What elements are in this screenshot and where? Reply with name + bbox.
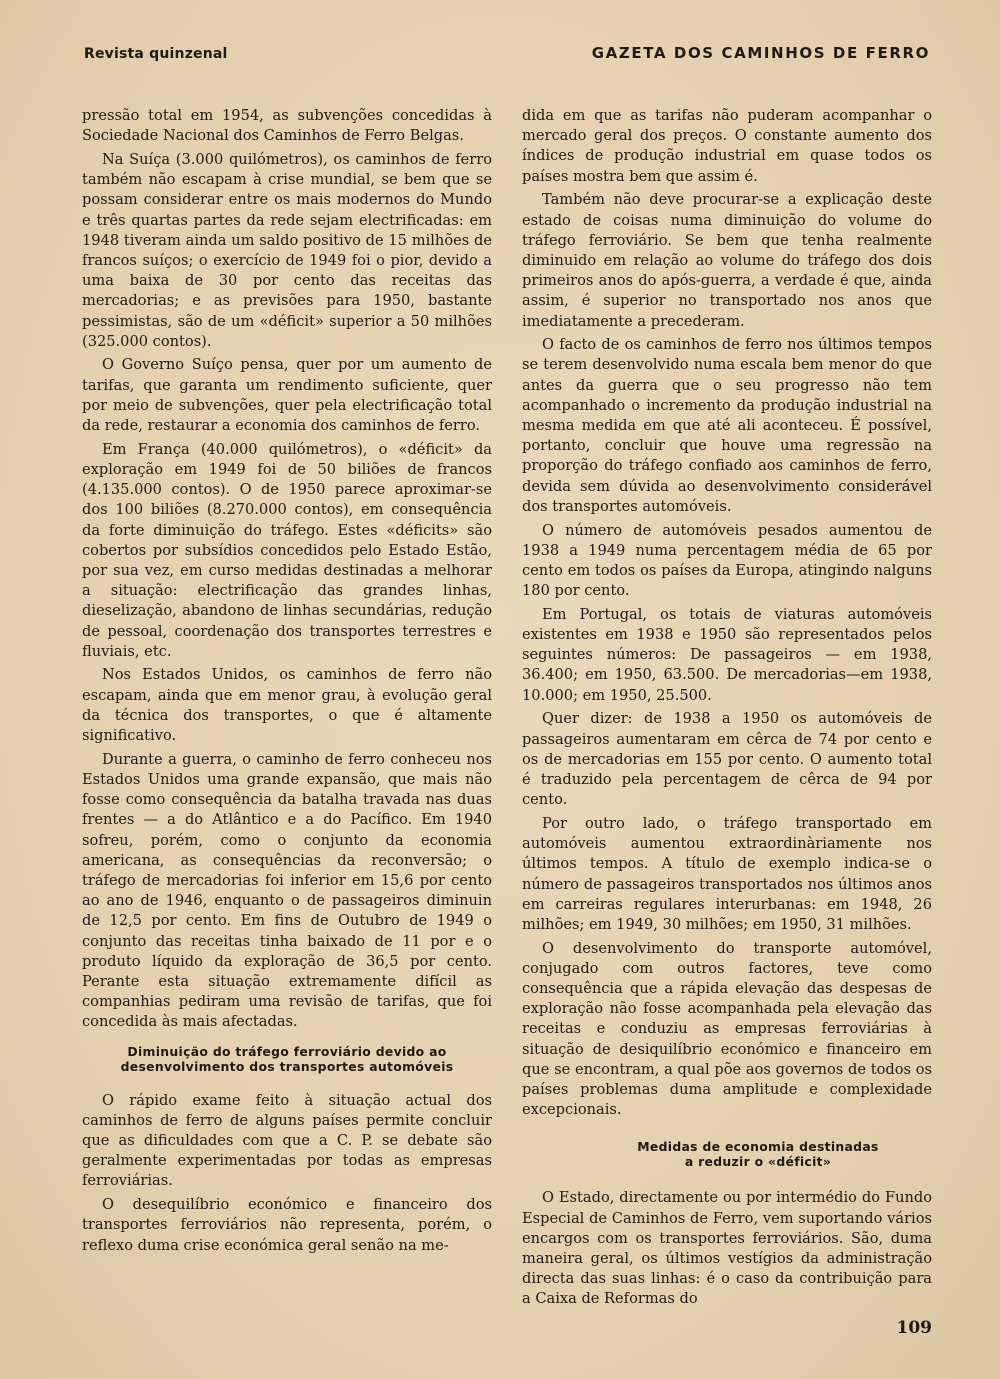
paragraph: O Governo Suíço pensa, quer por um aumento de tarifas, que garanta um rendimento suficiente, quer por meio de subvenções, quer pela electrificação total da rede, restaurar a economia dos caminhos de ferro.: [82, 356, 492, 435]
paragraph: Por outro lado, o tráfego transportado em automóveis aumentou extraordinàriamente nos últimos tempos. A título de exemplo indica-se o número de passageiros transportados nos últimos anos em carreiras regulares interurbanas: em 1948, 26 milhões; em 1949, 30 milhões; em 1950, 31 milhões.: [522, 814, 932, 933]
paragraph: O Estado, directamente ou por intermédio do Fundo Especial de Caminhos de Ferro, vem suportando vários encargos com os transportes ferroviários. São, duma maneira geral, os últimos vestígios da administração directa das suas linhas: é o caso da contribuição para a Caixa de Reformas do: [522, 1189, 932, 1308]
header-periodicity: Revista quinzenal: [84, 46, 228, 62]
running-head: [84, 44, 930, 62]
paragraph: Também não deve procurar-se a explicação deste estado de coisas numa diminuição do volume do tráfego ferroviário. Se bem que tenha realmente diminuido em relação ao volume do tráfego dos dois primeiros anos do após-guerra, a verdade é que, ainda assim, é superior no transportado nos anos que imediatamente a precederam.: [522, 191, 932, 330]
paragraph: Durante a guerra, o caminho de ferro conheceu nos Estados Unidos uma grande expansão, que mais não fosse como consequência da batalha travada nas duas frentes — a do Atlântico e a do Pacífico. Em 1940 sofreu, porém, como o conjunto da economia americana, as consequências da reconversão; o tráfego de mercadorias foi inferior em 15,6 por cento ao ano de 1946, enquanto o de passageiros diminuin de 12,5 por cento. Em fins de Outubro de 1949 o conjunto das receitas tinha baixado de 11 por e o produto líquido da exploração de 36,5 por cento. Perante esta situação extremamente difícil as companhias pediram uma revisão de tarifas, que foi concedida às mais afectadas.: [82, 750, 492, 1031]
section-heading-line: Medidas de economia destinadas: [637, 1139, 879, 1155]
page-number: 109: [896, 1318, 932, 1338]
section-heading: [522, 1139, 932, 1169]
header-publication-title: GAZETA DOS CAMINHOS DE FERRO: [591, 44, 930, 62]
paragraph: O facto de os caminhos de ferro nos últimos tempos se terem desenvolvido numa escala bem menor do que antes da guerra que o seu progresso não tem acompanhado o incremento da produção industrial na mesma medida em que até ali aconteceu. É possível, portanto, concluir que houve uma regressão na proporção do tráfego confiado aos caminhos de ferro, devida sem dúvida ao desenvolvimento considerável dos transportes automóveis.: [522, 336, 932, 515]
paragraph: O rápido exame feito à situação actual dos caminhos de ferro de alguns países permite concluir que as dificuldades com que a C. P. se debate são geralmente experimentadas por todas as empresas ferroviárias.: [82, 1091, 492, 1190]
section-heading: [82, 1044, 492, 1074]
paragraph: O desenvolvimento do transporte automóvel, conjugado com outros factores, teve como consequência que a rápida elevação das despesas de exploração não fosse acompanhada pela elevação das receitas e conduziu as empresas ferroviárias à situação de desiquilíbrio económico e financeiro em que se encontram, a qual põe aos governos de todos os países problemas duma amplitude e complexidade excepcionais.: [522, 939, 932, 1119]
paragraph: pressão total em 1954, as subvenções concedidas à Sociedade Nacional dos Caminhos de Ferro Belgas.: [82, 107, 492, 145]
paragraph: Na Suíça (3.000 quilómetros), os caminhos de ferro também não escapam à crise mundial, se bem que se possam considerar entre os mais modernos do Mundo e três quartas partes da rede sejam electrificadas: em 1948 tiveram ainda um saldo positivo de 15 milhões de francos suíços; o exercício de 1949 foi o pior, devido a uma baixa de 30 por cento das receitas das mercadorias; e as previsões para 1950, bastante pessimistas, são de um «déficit» superior a 50 milhões (325.000 contos).: [82, 150, 492, 350]
paragraph: Em Portugal, os totais de viaturas automóveis existentes em 1938 e 1950 são representados pelos seguintes números: De passageiros — em 1938, 36.400; em 1950, 63.500. De mercadorias—em 1938, 10.000; em 1950, 25.500.: [522, 605, 932, 704]
section-heading-line: a reduzir o «déficit»: [684, 1154, 832, 1170]
paragraph: Em França (40.000 quilómetros), o «déficit» da exploração em 1949 foi de 50 biliões de francos (4.135.000 contos). O de 1950 parece aproximar-se dos 100 biliões (8.270.000 contos), em consequência da forte diminuição do tráfego. Estes «déficits» são cobertos por subsídios concedidos pelo Estado Estão, por sua vez, em curso medidas destinadas a melhorar a situação: electrificação das grandes linhas, dieselização, abandono de linhas secundárias, redução de pessoal, coordenação dos transportes terrestres e fluviais, etc.: [82, 440, 492, 660]
paragraph: Nos Estados Unidos, os caminhos de ferro não escapam, ainda que em menor grau, à evolução geral da técnica dos transportes, o que é altamente significativo.: [82, 666, 492, 745]
paragraph: O número de automóveis pesados aumentou de 1938 a 1949 numa percentagem média de 65 por cento em todos os países da Europa, atingindo nalguns 180 por cento.: [522, 521, 932, 600]
section-heading-line: Diminuição do tráfego ferroviário devido ao: [127, 1043, 447, 1059]
paragraph: Quer dizer: de 1938 a 1950 os automóveis de passageiros aumentaram em cêrca de 74 por cento e os de mercadorias em 155 por cento. O aumento total é traduzido pela percentagem de cêrca de 94 por cento.: [522, 710, 932, 809]
paragraph: dida em que as tarifas não puderam acompanhar o mercado geral dos preços. O constante aumento dos índices de produção industrial em quase todos os países mostra bem que assim é.: [522, 107, 932, 185]
left-column: [82, 106, 492, 1259]
paragraph: O desequilíbrio económico e financeiro dos transportes ferroviários não representa, porém, o reflexo duma crise económica geral senão na me-: [82, 1196, 492, 1254]
section-heading-line: desenvolvimento dos transportes automóveis: [120, 1058, 454, 1074]
right-column: [522, 106, 932, 1313]
